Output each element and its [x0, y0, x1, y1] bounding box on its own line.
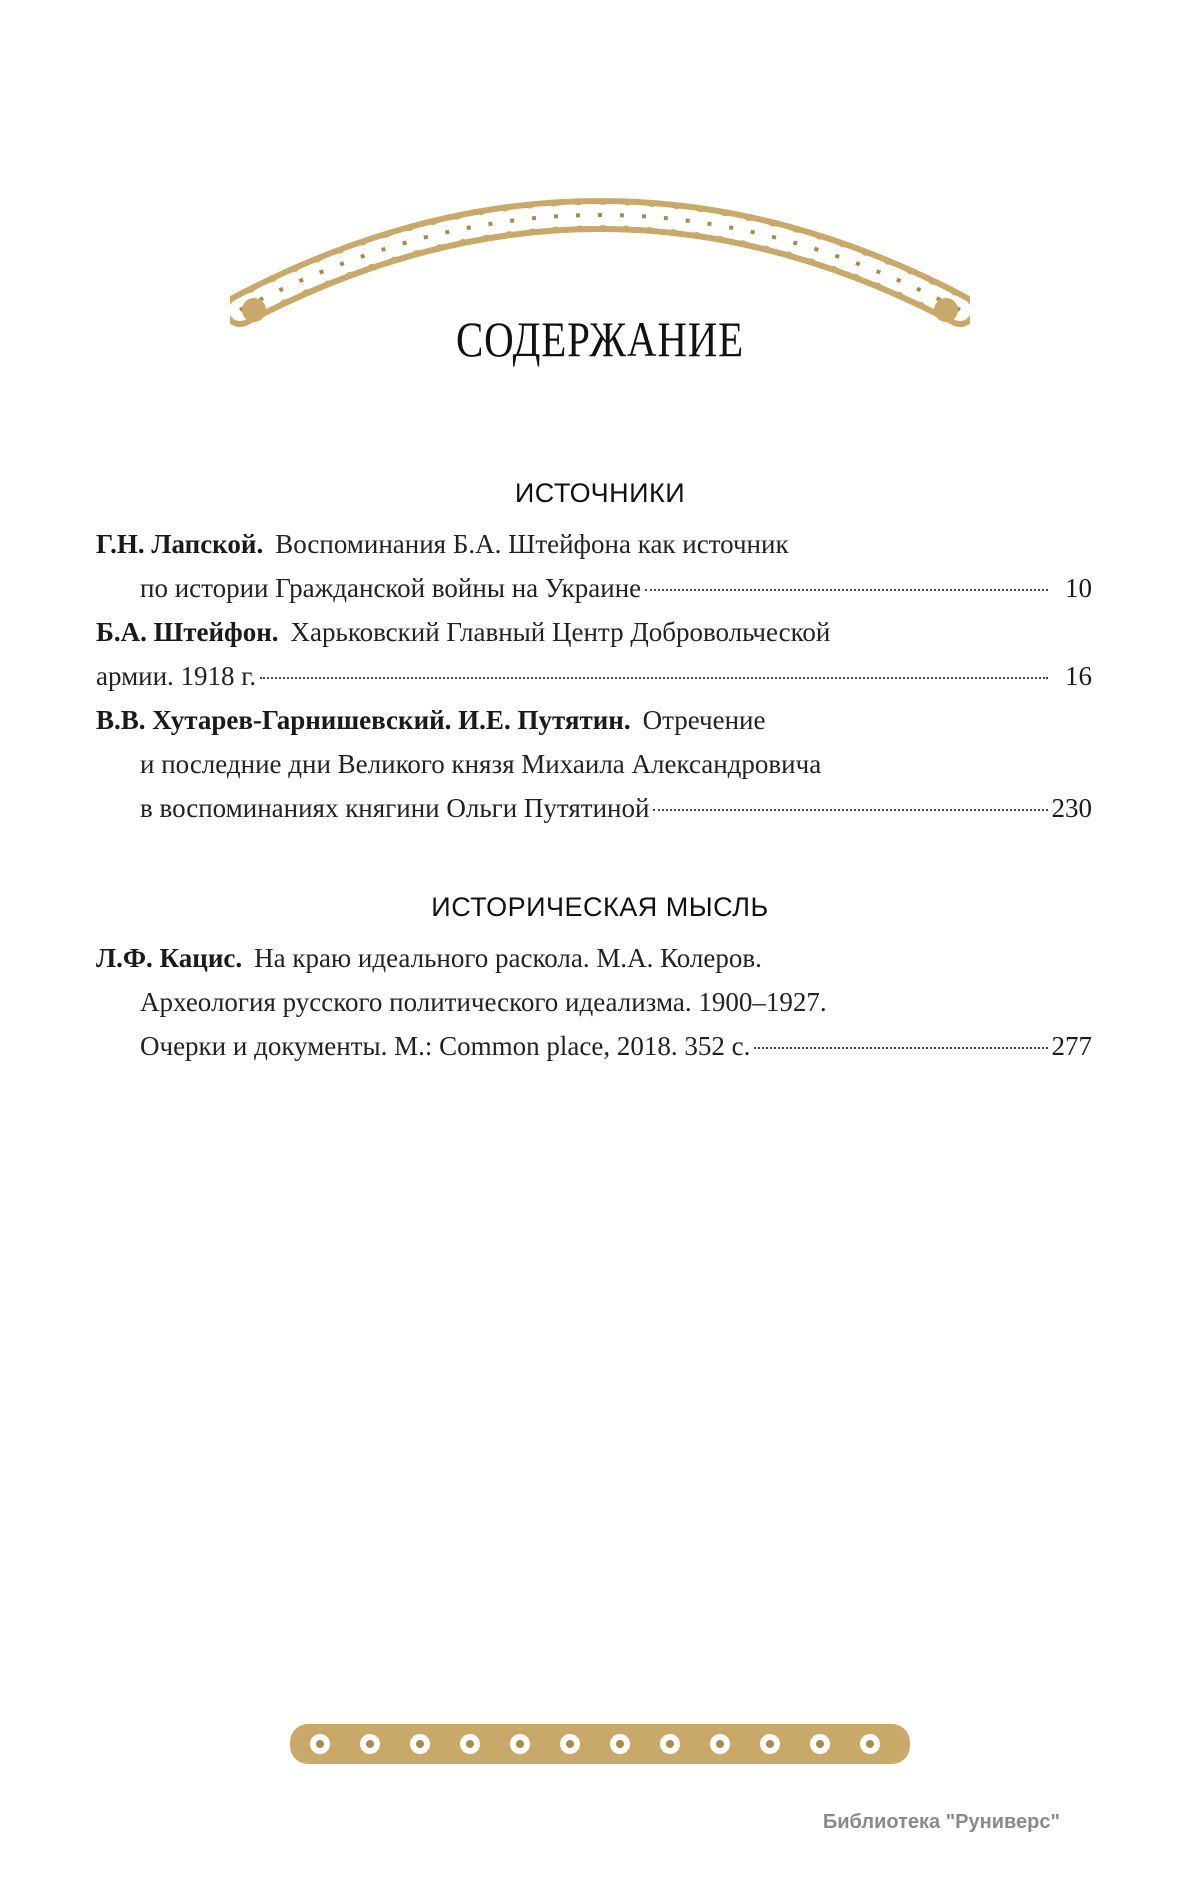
entry-author: В.В. Хутарев-Гарнишевский. И.Е. Путятин. [96, 705, 631, 735]
entry-title-line: Харьковский Главный Центр Добровольческой [290, 617, 831, 647]
entry-author: Г.Н. Лапской. [96, 529, 264, 559]
library-watermark: Библиотека "Руниверс" [822, 1811, 1060, 1833]
entry-title-line: и последние дни Великого князя Михаила Александровича [140, 749, 822, 779]
dot-leader [754, 1020, 1047, 1049]
entry-page-number: 10 [1065, 573, 1092, 603]
entry-title-line: Очерки и документы. М.: Common place, 2018. 352 с. [140, 1031, 751, 1061]
floral-band-ornament-icon [290, 1720, 910, 1768]
floral-arc-ornament-icon [230, 160, 970, 330]
toc-entry[interactable] [96, 610, 1092, 698]
entry-page-number: 16 [1065, 661, 1092, 691]
entry-title-line: в воспоминаниях княгини Ольги Путятиной [140, 793, 650, 823]
toc-entry[interactable] [96, 698, 1092, 830]
entry-title-line: по истории Гражданской войны на Украине [140, 573, 642, 603]
section-heading-historical-thought: ИСТОРИЧЕСКАЯ МЫСЛЬ [431, 892, 769, 922]
entry-title-line: армии. 1918 г. [96, 661, 257, 691]
entry-page-number: 277 [1051, 1031, 1092, 1061]
page-title: СОДЕРЖАНИЕ [455, 311, 745, 367]
section-heading-sources: ИСТОЧНИКИ [514, 478, 686, 508]
entry-title-line: Археология русского политического идеализма. 1900–1927. [140, 987, 827, 1017]
dot-leader [645, 562, 1048, 591]
entry-title-line: Воспоминания Б.А. Штейфона как источник [275, 529, 789, 559]
toc-entry[interactable] [96, 936, 1092, 1068]
entry-author: Б.А. Штейфон. [96, 617, 279, 647]
entry-author: Л.Ф. Кацис. [96, 943, 243, 973]
entry-title-line: Отречение [642, 705, 766, 735]
dot-leader [260, 650, 1048, 679]
toc-entry[interactable] [96, 522, 1092, 610]
entry-page-number: 230 [1051, 793, 1092, 823]
entry-title-line: На краю идеального раскола. М.А. Колеров. [254, 943, 762, 973]
dot-leader [653, 782, 1047, 811]
